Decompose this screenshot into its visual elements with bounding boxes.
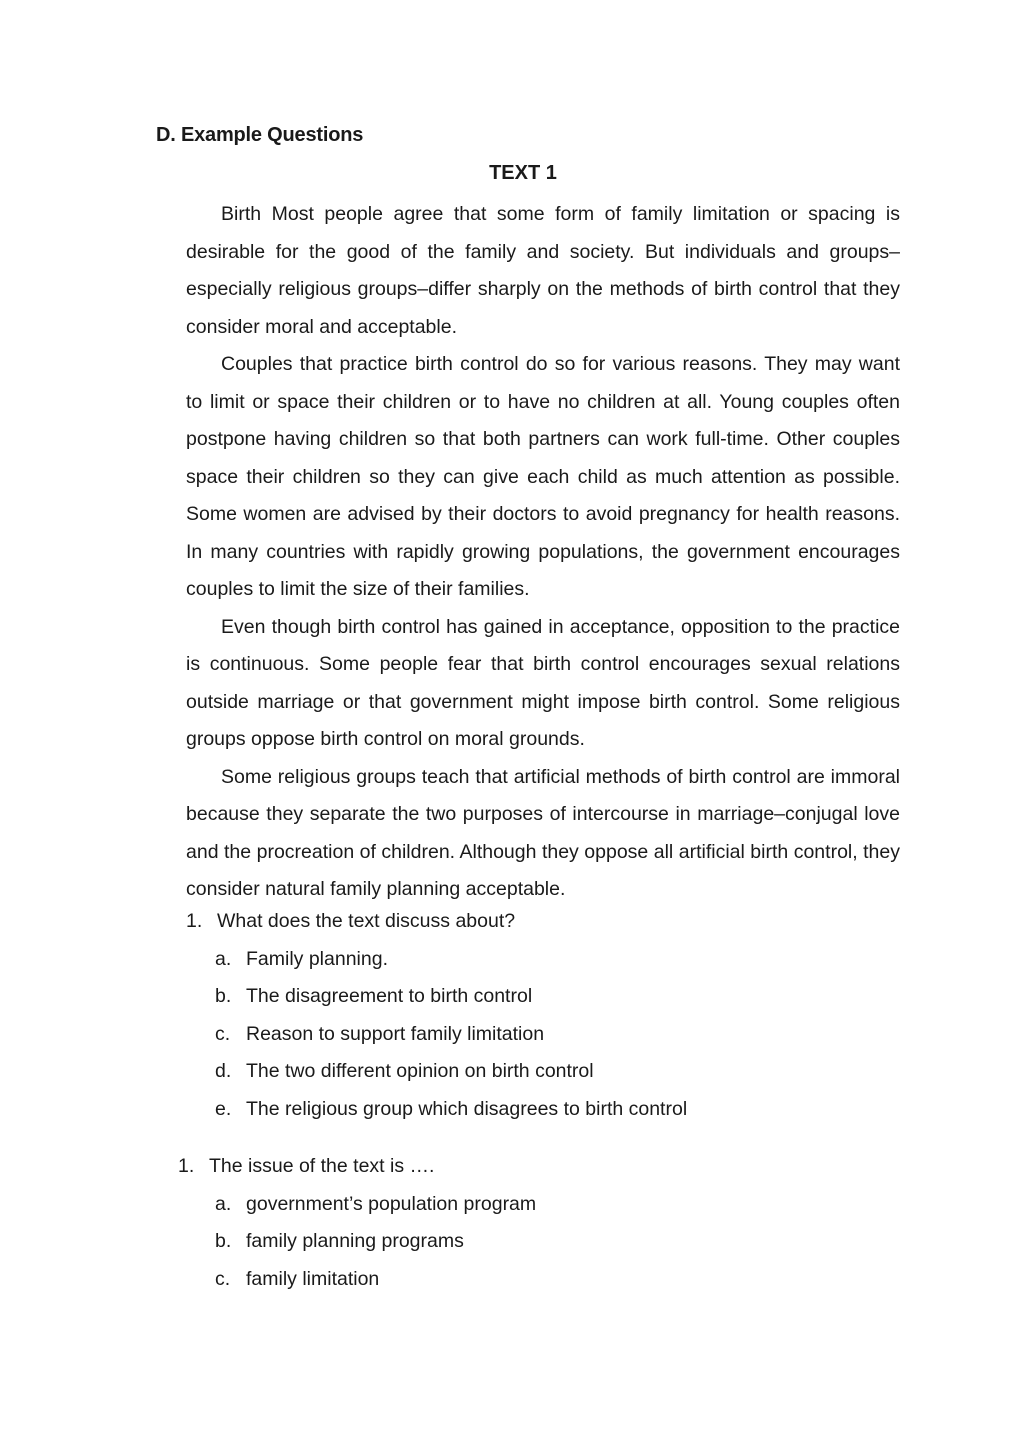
option-letter: a. — [215, 947, 232, 970]
option-text: government’s population program — [246, 1192, 537, 1215]
option-letter: e. — [215, 1097, 232, 1120]
answer-options — [186, 941, 900, 1129]
option-text: Reason to support family limitation — [246, 1022, 545, 1045]
option-letter: c. — [215, 1022, 231, 1045]
answer-option — [215, 1223, 892, 1261]
option-letter: b. — [215, 1230, 232, 1252]
option-text: family planning programs — [246, 1230, 464, 1252]
option-text: Family planning. — [246, 947, 388, 970]
option-letter: b. — [215, 985, 232, 1007]
answer-option — [215, 978, 900, 1016]
reading-passage — [186, 196, 900, 909]
answer-options — [178, 1186, 892, 1299]
question-number: 1. — [186, 910, 203, 932]
option-letter: d. — [215, 1060, 232, 1082]
paragraph: Birth Most people agree that some form of family limitation or spacing is desirable for the good of the family and society. But individuals and groups–especially religious groups–differ sharply on the methods of birth control that they consider moral and acceptable. — [186, 203, 900, 338]
option-letter: a. — [215, 1192, 232, 1215]
answer-option — [215, 1053, 900, 1091]
paragraph: Couples that practice birth control do so for various reasons. They may want to limit or space their children or to have no children at all. Young couples often postpone having children so that both partners can work full-time. Other couples space their children so they can give each child as much attention as possible. Some women are advised by their doctors to avoid pregnancy for health reasons. In many countries with rapidly growing populations, the government encourages couples to limit the size of their families. — [186, 353, 900, 600]
question-text: The issue of the text is …. — [209, 1155, 435, 1177]
option-text: The religious group which disagrees to birth control — [246, 1097, 688, 1120]
text-title: TEXT 1 — [489, 162, 557, 184]
paragraph: Even though birth control has gained in acceptance, opposition to the practice is continuous. Some people fear that birth control encourages sexual relations outside marriage or that government might impose birth control. Some religious groups oppose birth control on moral grounds. — [186, 615, 900, 750]
question-stem — [178, 1148, 892, 1186]
answer-option — [215, 1186, 892, 1224]
answer-option — [215, 941, 900, 979]
option-letter: c. — [215, 1267, 231, 1290]
question-stem — [186, 903, 900, 941]
section-heading: D. Example Questions — [156, 124, 364, 146]
paragraph: Some religious groups teach that artificial methods of birth control are immoral because they separate the two purposes of intercourse in marriage–conjugal love and the procreation of children. Although they oppose all artificial birth control, they consider natural family planning acceptable. — [186, 765, 900, 900]
question-number: 1. — [178, 1155, 195, 1177]
option-text: The two different opinion on birth control — [246, 1060, 594, 1082]
option-text: The disagreement to birth control — [246, 985, 533, 1007]
answer-option — [215, 1091, 900, 1129]
question-2 — [178, 1148, 892, 1298]
question-1 — [186, 903, 900, 1128]
question-text: What does the text discuss about? — [217, 910, 516, 932]
answer-option — [215, 1016, 900, 1054]
option-text: family limitation — [246, 1267, 380, 1290]
answer-option — [215, 1261, 892, 1299]
